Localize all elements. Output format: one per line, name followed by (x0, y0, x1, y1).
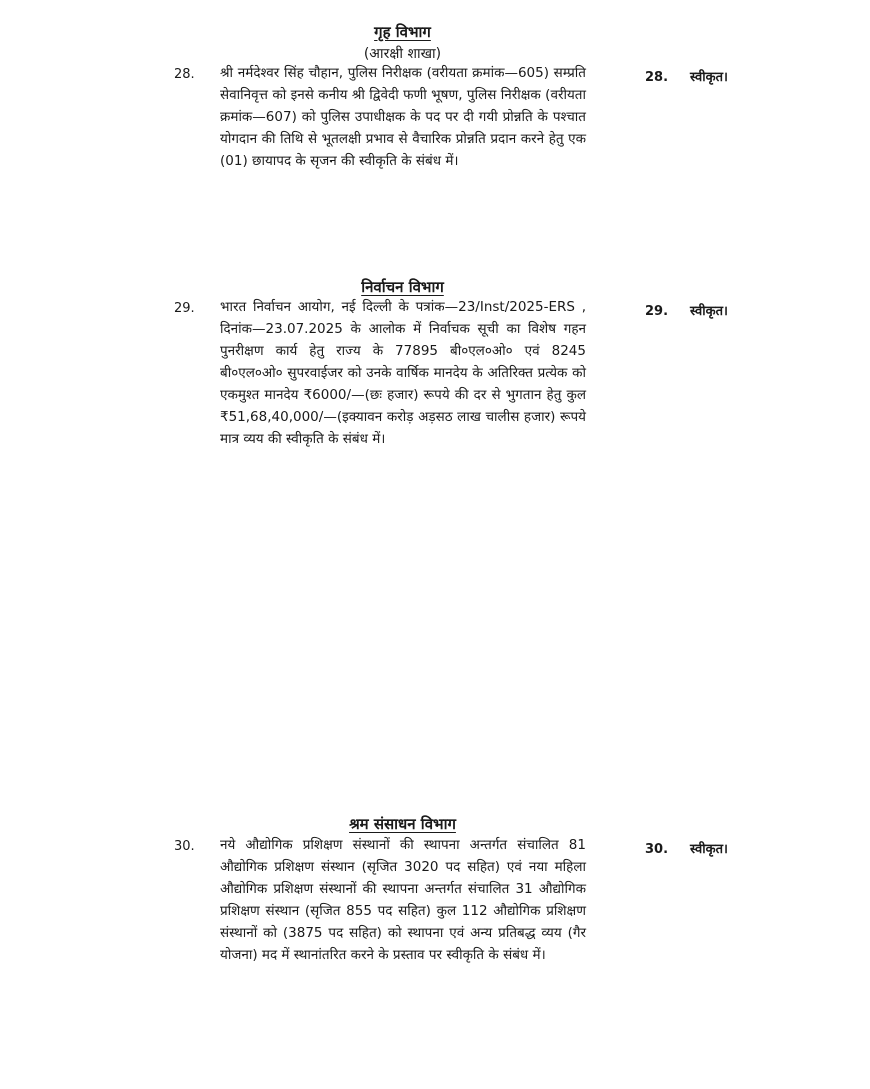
item-number: 30. (174, 839, 195, 854)
decision-status: स्वीकृत। (690, 70, 728, 85)
decision-number: 29. (645, 304, 669, 319)
decision-number: 28. (645, 70, 669, 85)
decision-status: स्वीकृत। (690, 304, 728, 319)
item-text: भारत निर्वाचन आयोग, नई दिल्ली के पत्रांक—23/Inst/2025-ERS , दिनांक—23.07.2025 के आलोक में निर्वाचक सूची का विशेष गहन पुनरीक्षण कार्य हेतु राज्य के 77895 बी०एल०ओ० एवं 8245 बी०एल०ओ० सुपरवाईजर को उनके वार्षिक मानदेय के अतिरिक्त प्रत्येक को एकमुश्त मानदेय ₹6000/—(छः हजार) रूपये की दर से भुगतान हेतु कुल ₹51,68,40,000/—(इक्यावन करोड़ अड़सठ लाख चालीस हजार) रूपये मात्र व्यय की स्वीकृति के संबंध में। (220, 299, 586, 447)
item-text: नये औद्योगिक प्रशिक्षण संस्थानों की स्थापना अन्तर्गत संचालित 81 औद्योगिक प्रशिक्षण संस्थान (सृजित 3020 पद सहित) एवं नया महिला औद्योगिक प्रशिक्षण संस्थानों की स्थापना अन्तर्गत संचालित 31 औद्योगिक प्रशिक्षण संस्थान (सृजित 855 पद सहित) कुल 112 औद्योगिक प्रशिक्षण संस्थानों को (3875 पद सहित) को स्थापना एवं अन्य प्रतिबद्ध व्यय (गैर योजना) मद में स्थानांतरित करने के प्रस्ताव पर स्वीकृति के संबंध में। (220, 837, 586, 963)
item-number: 28. (174, 67, 195, 82)
decision (645, 839, 728, 857)
decision-number: 30. (645, 842, 669, 857)
item-text: श्री नर्मदेश्वर सिंह चौहान, पुलिस निरीक्षक (वरीयता क्रमांक—605) सम्प्रति सेवानिवृत्त को इनसे कनीय श्री द्विवेदी फणी भूषण, पुलिस निरीक्षक (वरीयता क्रमांक—607) को पुलिस उपाधीक्षक के पद पर दी गयी प्रोन्नति के पश्चात योगदान की तिथि से भूतलक्षी प्रभाव से वैचारिक प्रोन्नति प्रदान करने हेतु एक (01) छायापद के सृजन की स्वीकृति के संबंध में। (220, 65, 586, 169)
department-heading: निर्वाचन विभाग (361, 278, 444, 296)
decision-status: स्वीकृत। (690, 842, 728, 857)
decision (645, 301, 728, 319)
decision (645, 67, 728, 85)
department-heading: श्रम संसाधन विभाग (349, 815, 456, 833)
department-heading: गृह विभाग (374, 23, 431, 41)
sub-department-heading: (आरक्षी शाखा) (363, 46, 442, 62)
item-number: 29. (174, 301, 195, 316)
